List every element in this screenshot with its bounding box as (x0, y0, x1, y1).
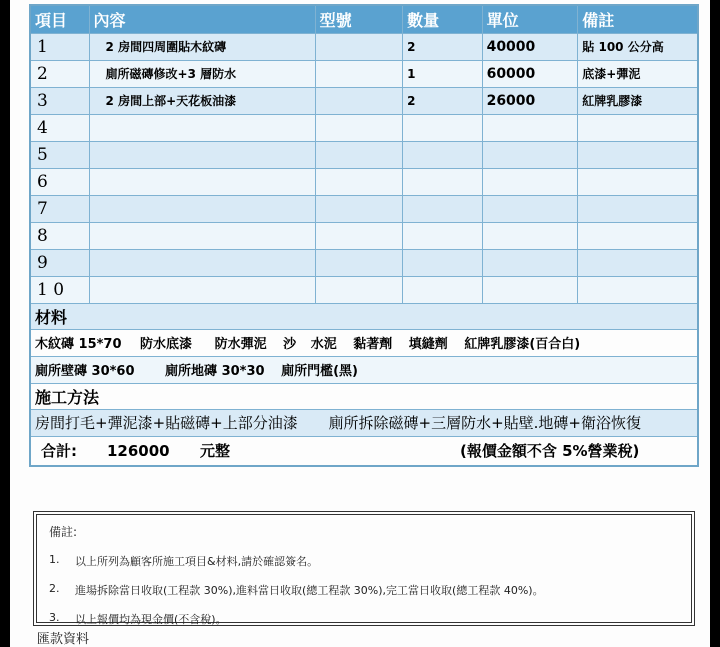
bank-info-label: 匯款資料 (37, 632, 90, 647)
note-item (49, 582, 679, 598)
item-index: 1 (30, 33, 89, 60)
note-text: 進場拆除當日收取(工程款 30%),進料當日收取(總工程款 30%),完工當日收取(總工程款 40%)。 (75, 584, 544, 597)
item-model (315, 222, 403, 249)
material-item: 沙 (283, 337, 297, 352)
total-row (30, 436, 698, 466)
method-heading-row (30, 383, 698, 409)
note-text: 以上報價均為現金價(不含稅)。 (75, 613, 227, 626)
item-remark (578, 276, 698, 303)
item-index: 9 (30, 249, 89, 276)
item-qty (403, 249, 482, 276)
item-unit: 26000 (482, 87, 578, 114)
item-content (89, 249, 315, 276)
item-content: 2 房間上部+天花板油漆 (89, 87, 315, 114)
header-row (30, 5, 698, 33)
item-content (89, 141, 315, 168)
item-remark (578, 168, 698, 195)
item-unit (482, 276, 578, 303)
note-number: 2. (49, 582, 60, 595)
note-number: 3. (49, 611, 60, 624)
item-index: 2 (30, 60, 89, 87)
item-index: 3 (30, 87, 89, 114)
material-item: 紅牌乳膠漆(百合白) (464, 337, 581, 352)
item-unit: 60000 (482, 60, 578, 87)
item-remark (578, 195, 698, 222)
item-qty (403, 195, 482, 222)
item-remark: 紅牌乳膠漆 (578, 87, 698, 114)
item-content: 2 房間四周圍貼木紋磚 (89, 33, 315, 60)
item-model (315, 168, 403, 195)
table-row (30, 60, 698, 87)
item-content (89, 114, 315, 141)
item-unit (482, 195, 578, 222)
item-model (315, 195, 403, 222)
item-qty: 1 (403, 60, 482, 87)
table-row (30, 168, 698, 195)
item-model (315, 87, 403, 114)
item-index: 4 (30, 114, 89, 141)
method-title: 施工方法 (30, 383, 698, 409)
item-remark (578, 249, 698, 276)
material-item: 填縫劑 (408, 337, 448, 352)
item-content (89, 222, 315, 249)
item-model (315, 114, 403, 141)
header-remark: 備註 (578, 5, 698, 33)
item-remark (578, 114, 698, 141)
item-content: 廁所磁磚修改+3 層防水 (89, 60, 315, 87)
item-model (315, 60, 403, 87)
item-content (89, 276, 315, 303)
table-row (30, 195, 698, 222)
method-part-rooms: 房間打毛+彈泥漆+貼磁磚+上部分油漆 (35, 414, 298, 432)
note-item (49, 611, 679, 627)
item-qty (403, 276, 482, 303)
item-content (89, 195, 315, 222)
header-unit: 單位 (482, 5, 578, 33)
item-remark (578, 141, 698, 168)
item-qty: 2 (403, 33, 482, 60)
item-remark (578, 222, 698, 249)
note-text: 以上所列為顧客所施工項目&材料,請於確認簽名。 (75, 555, 319, 568)
material-item: 黏著劑 (353, 337, 393, 352)
note-number: 1. (49, 553, 60, 566)
item-unit (482, 168, 578, 195)
item-remark: 底漆+彈泥 (578, 60, 698, 87)
item-qty (403, 168, 482, 195)
notes-title: 備註: (49, 525, 78, 539)
material-item: 水泥 (310, 337, 337, 352)
item-unit: 40000 (482, 33, 578, 60)
table-row (30, 114, 698, 141)
item-unit (482, 222, 578, 249)
item-index: 6 (30, 168, 89, 195)
item-index: 8 (30, 222, 89, 249)
item-model (315, 33, 403, 60)
material-item: 廁所壁磚 30*60 (35, 364, 135, 379)
quotation-table (29, 4, 699, 467)
table-row (30, 33, 698, 60)
item-qty (403, 114, 482, 141)
header-qty: 數量 (403, 5, 482, 33)
item-qty: 2 (403, 87, 482, 114)
item-unit (482, 141, 578, 168)
total-currency: 元整 (200, 441, 231, 460)
note-item (49, 553, 679, 569)
table-row (30, 249, 698, 276)
item-unit (482, 114, 578, 141)
table-row (30, 222, 698, 249)
material-item: 木紋磚 15*70 (35, 337, 122, 352)
material-item: 防水彈泥 (214, 337, 267, 352)
header-model: 型號 (315, 5, 403, 33)
quotation-page (10, 0, 710, 647)
table-row (30, 276, 698, 303)
item-model (315, 249, 403, 276)
tax-note: (報價金額不含 5%營業稅) (460, 441, 640, 460)
header-index: 項目 (30, 5, 89, 33)
item-index: 5 (30, 141, 89, 168)
item-remark: 貼 100 公分高 (578, 33, 698, 60)
item-qty (403, 222, 482, 249)
method-line (30, 409, 698, 436)
material-item: 防水底漆 (140, 337, 193, 352)
method-part-bathroom: 廁所拆除磁磚+三層防水+貼壁.地磚+衛浴恢復 (328, 414, 641, 432)
item-model (315, 141, 403, 168)
item-index: 7 (30, 195, 89, 222)
item-index: 1 0 (30, 276, 89, 303)
total-label: 合計: (41, 441, 77, 460)
item-content (89, 168, 315, 195)
table-row (30, 141, 698, 168)
item-unit (482, 249, 578, 276)
notes-box (33, 511, 695, 626)
header-content: 內容 (89, 5, 315, 33)
materials-title: 材料 (30, 303, 698, 329)
material-item: 廁所門檻(黑) (281, 364, 358, 379)
materials-line-2 (30, 356, 698, 383)
item-qty (403, 141, 482, 168)
table-row (30, 87, 698, 114)
materials-heading-row (30, 303, 698, 329)
item-model (315, 276, 403, 303)
material-item: 廁所地磚 30*30 (165, 364, 265, 379)
total-amount: 126000 (107, 441, 170, 460)
materials-line-1 (30, 329, 698, 356)
